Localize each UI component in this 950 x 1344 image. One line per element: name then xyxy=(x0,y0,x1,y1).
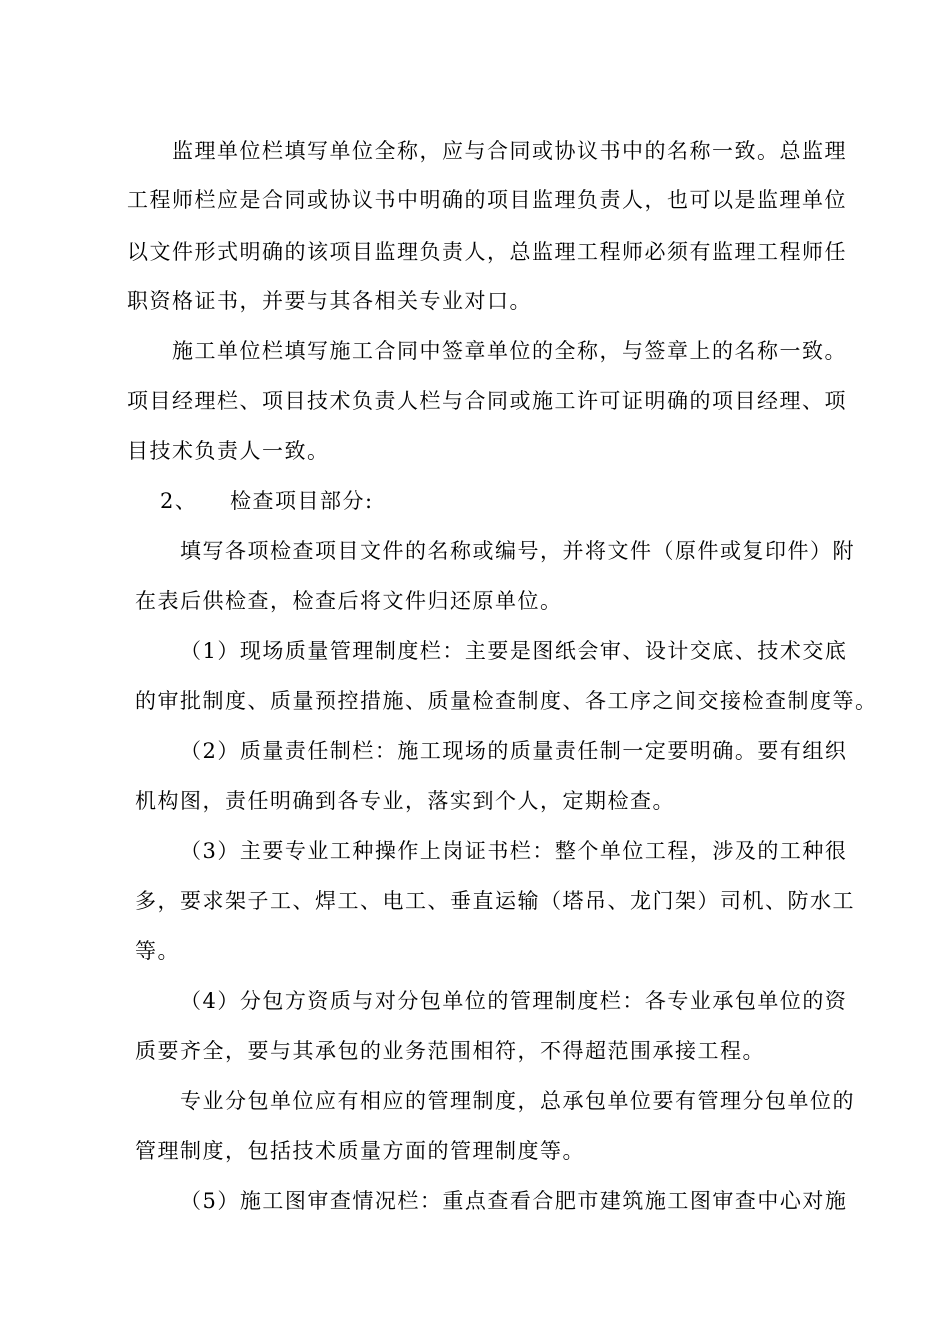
text-line: （5）施工图审查情况栏：重点查看合肥市建筑施工图审查中心对施 xyxy=(180,1189,848,1213)
text-line: 以文件形式明确的该项目监理负责人，总监理工程师必须有监理工程师任 xyxy=(127,240,847,264)
text-line: （4）分包方资质与对分包单位的管理制度栏：各专业承包单位的资 xyxy=(180,989,848,1013)
text-line: 填写各项检查项目文件的名称或编号，并将文件（原件或复印件）附 xyxy=(180,539,855,563)
text-line: 项目经理栏、项目技术负责人栏与合同或施工许可证明确的项目经理、项 xyxy=(127,389,847,413)
text-line: 质要齐全，要与其承包的业务范围相符，不得超范围承接工程。 xyxy=(135,1039,765,1063)
text-line: 目技术负责人一致。 xyxy=(127,439,330,463)
text-line: （2）质量责任制栏：施工现场的质量责任制一定要明确。要有组织 xyxy=(180,739,848,763)
text-line: 施工单位栏填写施工合同中签章单位的全称，与签章上的名称一致。 xyxy=(172,339,847,363)
text-line: 管理制度，包括技术质量方面的管理制度等。 xyxy=(135,1139,585,1163)
text-line: （1）现场质量管理制度栏：主要是图纸会审、设计交底、技术交底 xyxy=(180,639,848,663)
text-line: 多，要求架子工、焊工、电工、垂直运输（塔吊、龙门架）司机、防水工 xyxy=(135,889,855,913)
text-line: 机构图，责任明确到各专业，落实到个人，定期检查。 xyxy=(135,789,675,813)
text-line: 等。 xyxy=(135,939,180,963)
text-line: 在表后供检查，检查后将文件归还原单位。 xyxy=(135,589,563,613)
text-line: 的审批制度、质量预控措施、质量检查制度、各工序之间交接检查制度等。 xyxy=(135,689,878,713)
text-line: 工程师栏应是合同或协议书中明确的项目监理负责人，也可以是监理单位 xyxy=(127,188,847,212)
text-line: 监理单位栏填写单位全称，应与合同或协议书中的名称一致。总监理 xyxy=(172,139,847,163)
text-line: 职资格证书，并要与其各相关专业对口。 xyxy=(127,289,532,313)
section-heading: 2、 检查项目部分: xyxy=(160,489,374,513)
text-line: 专业分包单位应有相应的管理制度，总承包单位要有管理分包单位的 xyxy=(180,1089,855,1113)
text-line: （3）主要专业工种操作上岗证书栏：整个单位工程，涉及的工种很 xyxy=(180,839,848,863)
